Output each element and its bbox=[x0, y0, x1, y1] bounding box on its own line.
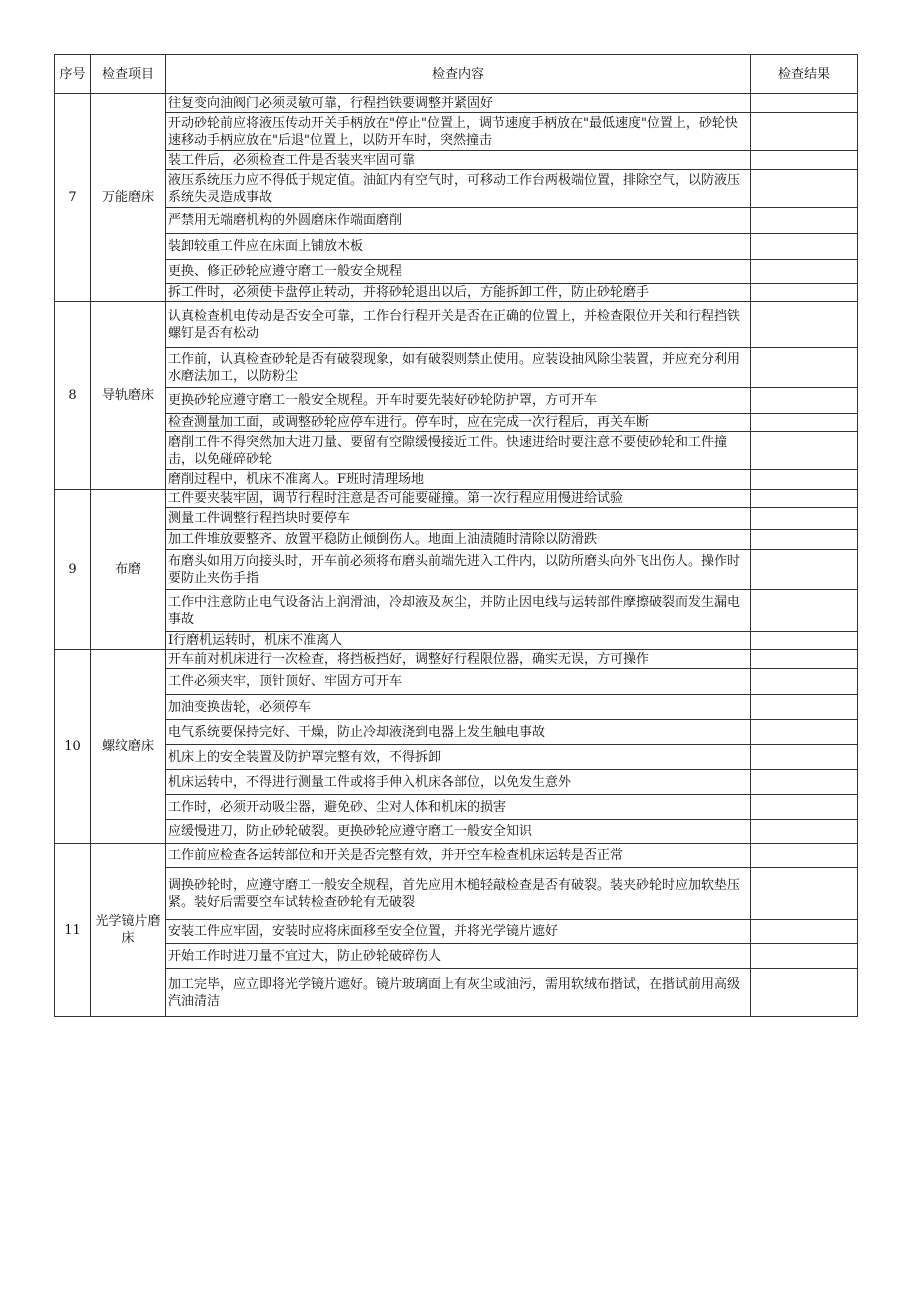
check-content: 加油变换齿轮，必须停车 bbox=[166, 695, 751, 720]
check-content: 开始工作时进刀量不宜过大，防止砂轮破碎伤人 bbox=[166, 944, 751, 969]
check-content: 加工件堆放要整齐、放置平稳防止倾倒伤人。地面上油渍随时清除以防滑跌 bbox=[166, 530, 751, 550]
group-number: 7 bbox=[55, 94, 91, 302]
table-row bbox=[55, 234, 858, 260]
table-row bbox=[55, 414, 858, 432]
check-result-cell[interactable] bbox=[751, 745, 858, 770]
check-result-cell[interactable] bbox=[751, 550, 858, 590]
table-row bbox=[55, 795, 858, 820]
group-item-name: 光学镜片磨床 bbox=[91, 844, 166, 1017]
table-row bbox=[55, 695, 858, 720]
group-item-name: 布磨 bbox=[91, 490, 166, 650]
table-row bbox=[55, 868, 858, 920]
group-number: 11 bbox=[55, 844, 91, 1017]
check-result-cell[interactable] bbox=[751, 590, 858, 632]
check-content: 调换砂轮时，应遵守磨工一般安全规程，首先应用木槌轻敲检查是否有破裂。装夹砂轮时应加软垫压紧。装好后需要空车试转检查砂轮有无破裂 bbox=[166, 868, 751, 920]
table-row bbox=[55, 530, 858, 550]
check-result-cell[interactable] bbox=[751, 208, 858, 234]
table-row bbox=[55, 388, 858, 414]
check-content: 安装工件应牢固，安装时应将床面移至安全位置，并将光学镜片遮好 bbox=[166, 920, 751, 944]
check-content: 工作前，认真检查砂轮是否有破裂现象，如有破裂则禁止使用。应装设抽风除尘装置，并应充分利用水磨法加工，以防粉尘 bbox=[166, 348, 751, 388]
check-result-cell[interactable] bbox=[751, 151, 858, 170]
check-content: 装卸较重工件应在床面上铺放木板 bbox=[166, 234, 751, 260]
check-result-cell[interactable] bbox=[751, 508, 858, 530]
check-content: 工作前应检查各运转部位和开关是否完整有效，并开空车检查机床运转是否正常 bbox=[166, 844, 751, 868]
table-row bbox=[55, 170, 858, 208]
check-content: 更换、修正砂轮应遵守磨工一般安全规程 bbox=[166, 260, 751, 284]
header-no: 序号 bbox=[55, 55, 91, 94]
check-result-cell[interactable] bbox=[751, 720, 858, 745]
table-row bbox=[55, 969, 858, 1017]
check-content: 测量工件调整行程挡块时要停车 bbox=[166, 508, 751, 530]
check-content: 工件必须夹牢，顶针顶好、牢固方可开车 bbox=[166, 669, 751, 695]
check-content: 应缓慢进刀，防止砂轮破裂。更换砂轮应遵守磨工一般安全知识 bbox=[166, 820, 751, 844]
check-content: 认真检查机电传动是否安全可靠，工作台行程开关是否在正确的位置上，并检查限位开关和行程挡铁螺钉是否有松动 bbox=[166, 302, 751, 348]
table-row bbox=[55, 113, 858, 151]
table-row bbox=[55, 302, 858, 348]
check-result-cell[interactable] bbox=[751, 770, 858, 795]
check-content: 检查测量加工面，或调整砂轮应停车进行。停车时，应在完成一次行程后，再关车断 bbox=[166, 414, 751, 432]
check-content: 电气系统要保持完好、干燥，防止冷却液浇到电器上发生触电事故 bbox=[166, 720, 751, 745]
check-result-cell[interactable] bbox=[751, 632, 858, 650]
table-body bbox=[55, 94, 858, 1017]
check-content: 机床上的安全装置及防护罩完整有效，不得拆卸 bbox=[166, 745, 751, 770]
table-row bbox=[55, 94, 858, 113]
check-content: 工件要夹装牢固，调节行程时注意是否可能要碰撞。第一次行程应用慢进给试验 bbox=[166, 490, 751, 508]
group-item-name: 螺纹磨床 bbox=[91, 650, 166, 844]
check-result-cell[interactable] bbox=[751, 944, 858, 969]
check-content: 拆工件时，必须使卡盘停止转动，并将砂轮退出以后，方能拆卸工件，防止砂轮磨手 bbox=[166, 284, 751, 302]
check-result-cell[interactable] bbox=[751, 844, 858, 868]
check-result-cell[interactable] bbox=[751, 820, 858, 844]
group-item-name: 导轨磨床 bbox=[91, 302, 166, 490]
check-content: 磨削工件不得突然加大进刀量、要留有空隙缓慢接近工件。快速进给时要注意不要使砂轮和工件撞击，以免碰碎砂轮 bbox=[166, 432, 751, 470]
check-content: 往复变向油阀门必须灵敏可靠，行程挡铁要调整并紧固好 bbox=[166, 94, 751, 113]
check-content: 布磨头如用万向接头时，开车前必须将布磨头前端先进入工件内，以防所磨头向外飞出伤人。操作时要防止夹伤手指 bbox=[166, 550, 751, 590]
check-content: 装工件后，必须检查工件是否装夹牢固可靠 bbox=[166, 151, 751, 170]
header-result: 检查结果 bbox=[751, 55, 858, 94]
check-result-cell[interactable] bbox=[751, 260, 858, 284]
check-content: 液压系统压力应不得低于规定值。油缸内有空气时，可移动工作台两极端位置，排除空气，以防液压系统失灵造成事故 bbox=[166, 170, 751, 208]
check-content: 机床运转中，不得进行测量工件或将手伸入机床各部位，以免发生意外 bbox=[166, 770, 751, 795]
check-result-cell[interactable] bbox=[751, 868, 858, 920]
table-row bbox=[55, 669, 858, 695]
check-result-cell[interactable] bbox=[751, 669, 858, 695]
table-row bbox=[55, 260, 858, 284]
check-result-cell[interactable] bbox=[751, 969, 858, 1017]
check-result-cell[interactable] bbox=[751, 650, 858, 669]
safety-inspection-table bbox=[54, 54, 858, 1017]
header-row bbox=[55, 55, 858, 94]
table-row bbox=[55, 745, 858, 770]
check-result-cell[interactable] bbox=[751, 530, 858, 550]
check-result-cell[interactable] bbox=[751, 795, 858, 820]
check-result-cell[interactable] bbox=[751, 695, 858, 720]
check-result-cell[interactable] bbox=[751, 490, 858, 508]
check-content: I行磨机运转时，机床不准离人 bbox=[166, 632, 751, 650]
table-row bbox=[55, 508, 858, 530]
table-row bbox=[55, 920, 858, 944]
table-row bbox=[55, 550, 858, 590]
check-result-cell[interactable] bbox=[751, 302, 858, 348]
group-number: 10 bbox=[55, 650, 91, 844]
group-number: 8 bbox=[55, 302, 91, 490]
table-row bbox=[55, 632, 858, 650]
group-item-name: 万能磨床 bbox=[91, 94, 166, 302]
table-row bbox=[55, 944, 858, 969]
table-row bbox=[55, 590, 858, 632]
check-content: 更换砂轮应遵守磨工一般安全规程。开车时要先装好砂轮防护罩，方可开车 bbox=[166, 388, 751, 414]
check-content: 严禁用无端磨机构的外圆磨床作端面磨削 bbox=[166, 208, 751, 234]
table-row bbox=[55, 490, 858, 508]
check-result-cell[interactable] bbox=[751, 284, 858, 302]
group-number: 9 bbox=[55, 490, 91, 650]
check-result-cell[interactable] bbox=[751, 170, 858, 208]
check-result-cell[interactable] bbox=[751, 470, 858, 490]
table-row bbox=[55, 348, 858, 388]
check-content: 加工完毕，应立即将光学镜片遮好。镜片玻璃面上有灰尘或油污，需用软绒布揩试，在揩试前用高级汽油清洁 bbox=[166, 969, 751, 1017]
check-content: 开动砂轮前应将液压传动开关手柄放在"停止"位置上，调节速度手柄放在"最低速度"位置上，砂轮快速移动手柄应放在"后退"位置上，以防开车时，突然撞击 bbox=[166, 113, 751, 151]
header-content: 检查内容 bbox=[166, 55, 751, 94]
check-content: 磨削过程中，机床不准离人。F班时清理场地 bbox=[166, 470, 751, 490]
table-row bbox=[55, 208, 858, 234]
check-result-cell[interactable] bbox=[751, 920, 858, 944]
table-row bbox=[55, 720, 858, 745]
check-result-cell[interactable] bbox=[751, 113, 858, 151]
check-content: 开车前对机床进行一次检查，将挡板挡好，调整好行程限位器，确实无误，方可操作 bbox=[166, 650, 751, 669]
check-result-cell[interactable] bbox=[751, 414, 858, 432]
check-result-cell[interactable] bbox=[751, 432, 858, 470]
header-item: 检查项目 bbox=[91, 55, 166, 94]
check-result-cell[interactable] bbox=[751, 348, 858, 388]
check-result-cell[interactable] bbox=[751, 94, 858, 113]
table-row bbox=[55, 151, 858, 170]
table-row bbox=[55, 844, 858, 868]
check-result-cell[interactable] bbox=[751, 388, 858, 414]
table-row bbox=[55, 470, 858, 490]
table-row bbox=[55, 432, 858, 470]
table-row bbox=[55, 820, 858, 844]
table-row bbox=[55, 650, 858, 669]
table-row bbox=[55, 284, 858, 302]
check-content: 工作时，必须开动吸尘器，避免砂、尘对人体和机床的损害 bbox=[166, 795, 751, 820]
check-content: 工作中注意防止电气设备沾上润滑油，冷却液及灰尘，并防止因电线与运转部件摩擦破裂而发生漏电事故 bbox=[166, 590, 751, 632]
check-result-cell[interactable] bbox=[751, 234, 858, 260]
table-row bbox=[55, 770, 858, 795]
